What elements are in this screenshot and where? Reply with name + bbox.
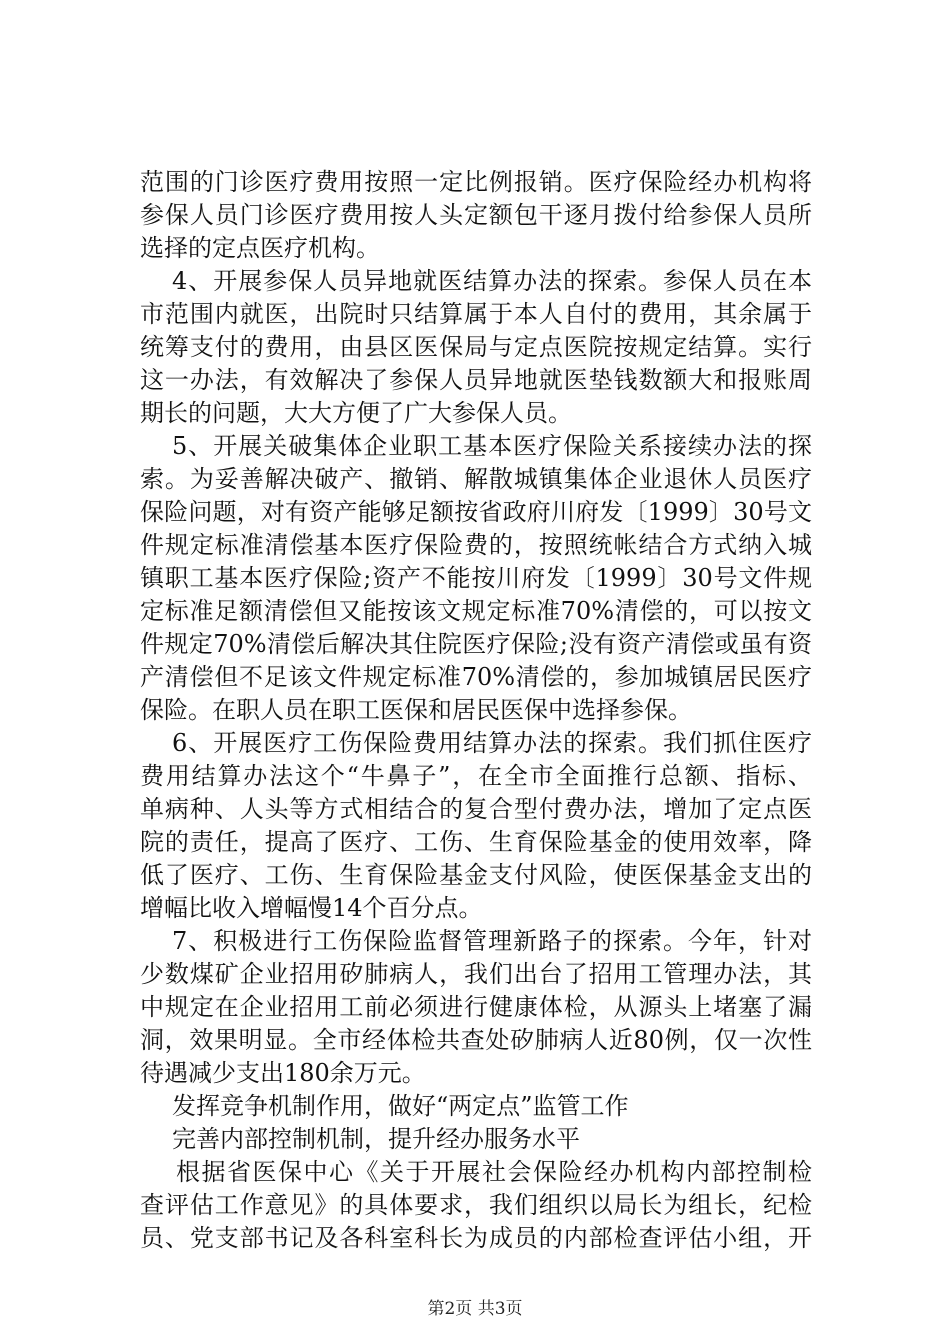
text-line: 件规定70%清偿后解决其住院医疗保险;没有资产清偿或虽有资 (140, 630, 812, 658)
text-line: 单病种、人头等方式相结合的复合型付费办法，增加了定点医 (140, 795, 812, 823)
text-line: 院的责任，提高了医疗、工伤、生育保险基金的使用效率，降 (140, 828, 812, 856)
text-line: 待遇减少支出180余万元。 (140, 1059, 426, 1087)
text-line: 期长的问题，大大方便了广大参保人员。 (140, 399, 572, 427)
text-line: 保险问题，对有资产能够足额按省政府川府发〔1999〕30号文 (140, 498, 812, 526)
text-line: 员、党支部书记及各科室科长为成员的内部检查评估小组，开 (140, 1224, 812, 1252)
text-line: 洞，效果明显。全市经体检共查处矽肺病人近80例，仅一次性 (140, 1026, 812, 1054)
text-line: 保险。在职人员在职工医保和居民医保中选择参保。 (140, 696, 692, 724)
text-line: 市范围内就医，出院时只结算属于本人自付的费用，其余属于 (140, 300, 812, 328)
text-line: 根据省医保中心《关于开展社会保险经办机构内部控制检 (176, 1158, 812, 1186)
text-line: 参保人员门诊医疗费用按人头定额包干逐月拨付给参保人员所 (140, 201, 812, 229)
section-heading: 完善内部控制机制，提升经办服务水平 (172, 1125, 580, 1153)
text-line: 件规定标准清偿基本医疗保险费的，按照统帐结合方式纳入城 (140, 531, 812, 559)
text-line: 产清偿但不足该文件规定标准70%清偿的，参加城镇居民医疗 (140, 663, 812, 691)
text-line: 费用结算办法这个“牛鼻子”，在全市全面推行总额、指标、 (140, 762, 812, 790)
text-line: 6、开展医疗工伤保险费用结算办法的探索。我们抓住医疗 (172, 729, 812, 757)
text-line: 定标准足额清偿但又能按该文规定标准70%清偿的，可以按文 (140, 597, 812, 625)
text-line: 范围的门诊医疗费用按照一定比例报销。医疗保险经办机构将 (140, 168, 812, 196)
text-line: 5、开展关破集体企业职工基本医疗保险关系接续办法的探 (172, 432, 812, 460)
text-line: 增幅比收入增幅慢14个百分点。 (140, 894, 483, 922)
text-line: 4、开展参保人员异地就医结算办法的探索。参保人员在本 (172, 267, 812, 295)
text-line: 这一办法，有效解决了参保人员异地就医垫钱数额大和报账周 (140, 366, 812, 394)
page-number-footer: 第2页 共3页 (427, 1299, 523, 1319)
text-line: 中规定在企业招用工前必须进行健康体检，从源头上堵塞了漏 (140, 993, 812, 1021)
text-line: 7、积极进行工伤保险监督管理新路子的探索。今年，针对 (172, 927, 812, 955)
body-text (140, 166, 812, 1255)
text-line: 索。为妥善解决破产、撤销、解散城镇集体企业退休人员医疗 (140, 465, 812, 493)
text-line: 查评估工作意见》的具体要求，我们组织以局长为组长，纪检 (140, 1191, 812, 1219)
text-line: 低了医疗、工伤、生育保险基金支付风险，使医保基金支出的 (140, 861, 812, 889)
text-line: 镇职工基本医疗保险;资产不能按川府发〔1999〕30号文件规 (140, 564, 812, 592)
text-line: 选择的定点医疗机构。 (140, 234, 380, 262)
section-heading: 发挥竞争机制作用，做好“两定点”监管工作 (172, 1092, 629, 1120)
text-line: 统筹支付的费用，由县区医保局与定点医院按规定结算。实行 (140, 333, 812, 361)
text-line: 少数煤矿企业招用矽肺病人，我们出台了招用工管理办法，其 (140, 960, 812, 988)
